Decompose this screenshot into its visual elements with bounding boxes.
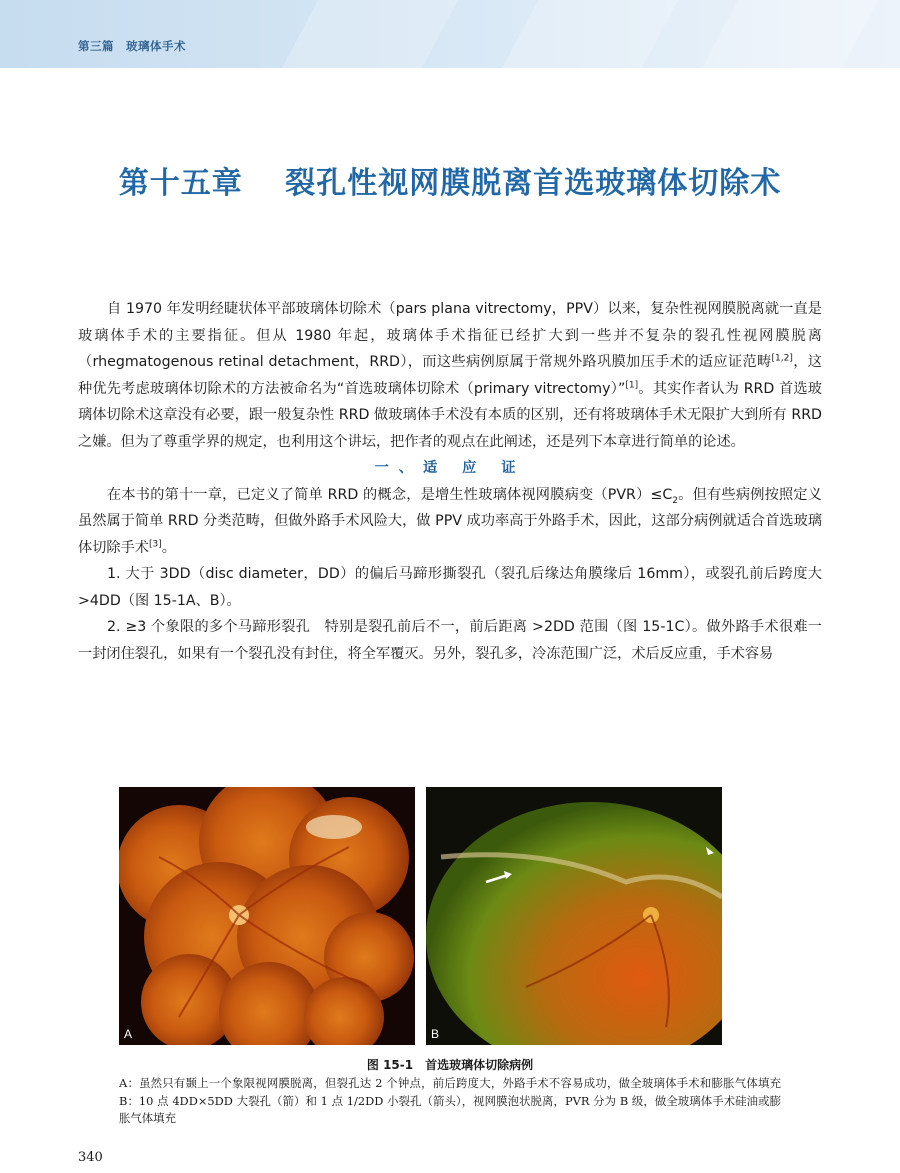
header-stripe	[502, 0, 678, 68]
fundus-montage-image	[119, 787, 415, 1045]
panel-label-b: B	[431, 1027, 440, 1041]
figure-panel-b	[426, 787, 722, 1045]
text-run: ，这种优先考虑玻璃体切除术的方法被命名为“首选玻璃体切除术（primary vitrectomy）”	[78, 354, 822, 397]
citation: [1,2]	[771, 353, 793, 364]
text-run: 。	[161, 539, 176, 556]
citation: [3]	[148, 538, 162, 549]
header-band	[0, 0, 900, 68]
header-stripe	[282, 0, 458, 68]
running-head: 第三篇 玻璃体手术	[78, 39, 186, 53]
figure-panel-a	[119, 787, 415, 1045]
figure-caption-body: A：虽然只有颞上一个象限视网膜脱离，但裂孔达 2 个钟点，前后跨度大，外路手术不容易成功，做全玻璃体手术和膨胀气体填充 B：10 点 4DD×5DD 大裂孔（箭）和 1 点 1/2DD 小裂孔（箭头），视网膜泡状脱离，PVR 分为 B 级，做全玻璃体手术硅油或膨胀气体填充	[119, 1076, 793, 1125]
indication-item-1: 1. 大于 3DD（disc diameter，DD）的偏后马蹄形撕裂孔（裂孔后缘达角膜缘后 16mm），或裂孔前后跨度大 >4DD（图 15-1A、B）。	[78, 566, 822, 609]
text-run: 。但有些病例按照定义虽然属于简单 RRD 分类范畴，但做外路手术风险大，做 PPV 成功率高于外路手术，因此，这部分病例就适合首选玻璃体切除手术	[78, 486, 822, 556]
chapter-title: 第十五章 裂孔性视网膜脱离首选玻璃体切除术	[118, 166, 782, 201]
header-stripe	[702, 0, 878, 68]
panel-label-a: A	[124, 1027, 133, 1041]
body-text	[78, 296, 822, 667]
widefield-fundus-image	[426, 787, 722, 1045]
paragraph-intro	[78, 296, 822, 455]
citation: [1]	[625, 379, 639, 390]
text-run: 自 1970 年发明经睫状体平部玻璃体切除术（pars plana vitrectomy，PPV）以来，复杂性视网膜脱离就一直是玻璃体手术的主要指征。但从 1980 年起，玻璃体手术指征已经扩大到一些并不复杂的裂孔性视网膜脱离（rhegmatogenous retinal detachment，RRD），而这些病例原属于常规外路巩膜加压手术的适应证范畴	[78, 301, 822, 370]
section-heading: 一、适 应 证	[374, 460, 526, 476]
indication-item-2: 2. ≥3 个象限的多个马蹄形裂孔 特别是裂孔前后不一，前后距离 >2DD 范围（图 15-1C）。做外路手术很难一一封闭住裂孔，如果有一个裂孔没有封住，将全军覆灭。另外，裂孔多，冷冻范围广泛，术后反应重，手术容易	[78, 619, 822, 662]
page-number: 340	[78, 1150, 103, 1165]
figure-caption-title: 图 15-1 首选玻璃体切除病例	[366, 1058, 534, 1072]
text-run: 在本书的第十一章，已定义了简单 RRD 的概念，是增生性玻璃体视网膜病变（PVR）≤C	[107, 486, 673, 503]
subscript: 2	[672, 495, 679, 506]
paragraph-definition	[78, 482, 822, 562]
text-run: 。其实作者认为 RRD 首选玻璃体切除术这章没有必要，跟一般复杂性 RRD 做玻璃体手术没有本质的区别，还有将玻璃体手术无限扩大到所有 RRD 之嫌。但为了尊重学界的规定，也利用这个讲坛，把作者的观点在此阐述，还是列下本章进行简单的论述。	[78, 380, 822, 450]
